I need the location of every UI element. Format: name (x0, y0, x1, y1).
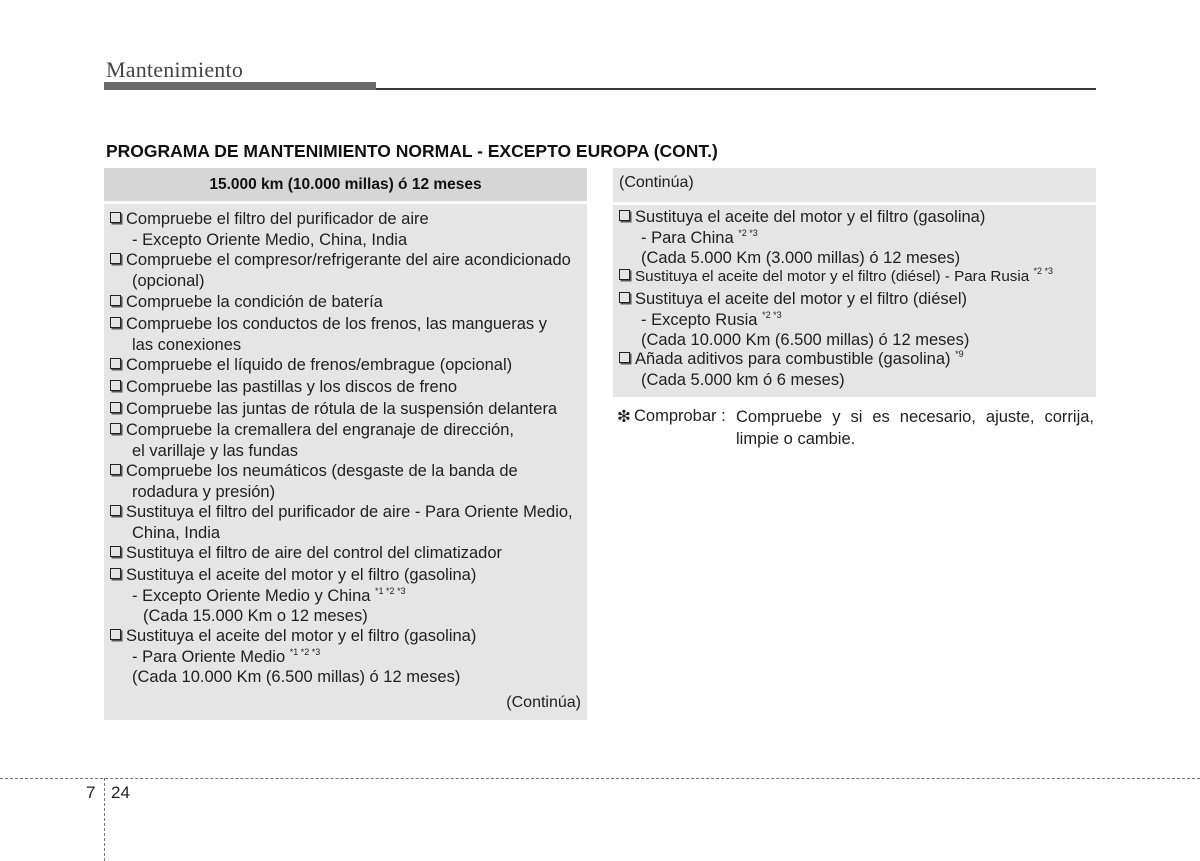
continue-label: (Continúa) (506, 694, 581, 711)
note-marker-icon: ❇ (617, 408, 631, 426)
checkbox-icon (110, 380, 121, 391)
list-item: Sustituya el filtro de aire del control del climatizador (110, 543, 502, 564)
checkbox-icon (110, 212, 121, 223)
checkbox-icon (110, 358, 121, 369)
list-item: Compruebe los neumáticos (desgaste de la banda de rodadura y presión) (110, 461, 518, 502)
continue-label: (Continúa) (619, 174, 694, 191)
checkbox-icon (110, 629, 121, 640)
header-rule-thin (376, 88, 1096, 90)
checkbox-icon (110, 295, 121, 306)
section-title: PROGRAMA DE MANTENIMIENTO NORMAL - EXCEPTO EUROPA (CONT.) (106, 141, 718, 161)
list-item: Sustituya el filtro del purificador de aire - Para Oriente Medio, China, India (110, 502, 573, 543)
list-item: Compruebe los conductos de los frenos, las mangueras y las conexiones (110, 314, 547, 355)
page-number: 24 (111, 783, 130, 802)
checkbox-icon (619, 352, 630, 363)
checkbox-icon (110, 546, 121, 557)
list-item: Añada aditivos para combustible (gasolina) $^{*9}$ (Cada 5.000 km ó 6 meses) (619, 349, 964, 390)
list-item: Compruebe el compresor/refrigerante del aire acondicionado (opcional) (110, 250, 571, 291)
checkbox-icon (619, 292, 630, 303)
footer-dashed-divider (104, 778, 105, 861)
checkbox-icon (619, 269, 630, 280)
note-text: Compruebe y si es necesario, ajuste, corrija, limpie o cambie. (736, 408, 1094, 448)
list-item: Sustituya el aceite del motor y el filtro (gasolina) - Para China $^{*2 *3}$ (Cada 5.000 Km (3.000 millas) ó 12 meses) (619, 207, 985, 269)
list-item: Compruebe las pastillas y los discos de freno (110, 377, 457, 398)
checkbox-icon (110, 402, 121, 413)
checkbox-icon (110, 423, 121, 434)
list-item: Compruebe la condición de batería (110, 292, 383, 313)
checkbox-icon (110, 464, 121, 475)
checkbox-icon (110, 253, 121, 264)
checkbox-icon (110, 505, 121, 516)
checkbox-icon (619, 210, 630, 221)
left-maintenance-box (104, 168, 587, 720)
checkbox-icon (110, 568, 121, 579)
divider (613, 202, 1096, 205)
list-item: Sustituya el aceite del motor y el filtro (diésel) - Para Rusia $^{*2 *3}$ (619, 267, 1053, 288)
list-item: Compruebe las juntas de rótula de la suspensión delantera (110, 399, 557, 420)
list-item: Compruebe el líquido de frenos/embrague (opcional) (110, 355, 512, 376)
list-item: Compruebe la cremallera del engranaje de dirección, el varillaje y las fundas (110, 420, 514, 461)
footer-dashed-rule (0, 778, 1200, 779)
note-label: Comprobar : (634, 407, 726, 425)
list-item: Compruebe el filtro del purificador de aire - Excepto Oriente Medio, China, India (110, 209, 429, 250)
list-item: Sustituya el aceite del motor y el filtro (gasolina) - Excepto Oriente Medio y China $^{*1 *2 *3}$ (Cada 15.000 Km o 12 meses) (110, 565, 476, 627)
interval-heading: 15.000 km (10.000 millas) ó 12 meses (104, 168, 587, 204)
checkbox-icon (110, 317, 121, 328)
chapter-number: 7 (86, 783, 96, 802)
right-maintenance-box (613, 168, 1096, 397)
header-rule-thick (104, 82, 376, 90)
list-item: Sustituya el aceite del motor y el filtro (diésel) - Excepto Rusia $^{*2 *3}$ (Cada 10.000 Km (6.500 millas) ó 12 meses) (619, 289, 969, 351)
running-header: Mantenimiento (106, 57, 244, 82)
list-item: Sustituya el aceite del motor y el filtro (gasolina) - Para Oriente Medio $^{*1 *2 *3}$ (Cada 10.000 Km (6.500 millas) ó 12 meses) (110, 626, 476, 688)
